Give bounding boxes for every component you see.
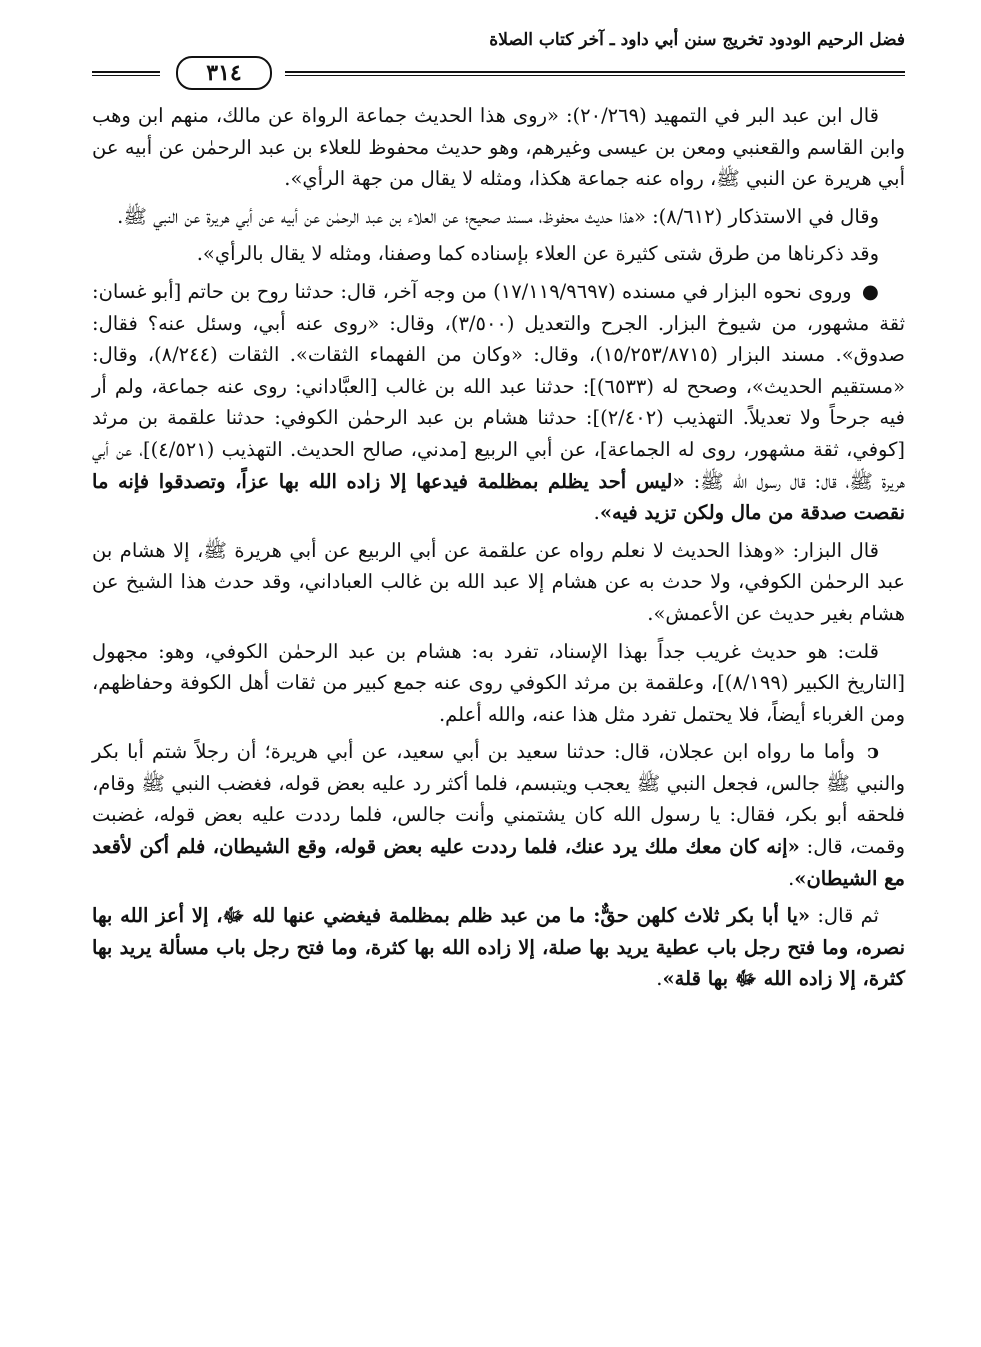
paragraph-text: قلت: هو حديث غريب جداً بهذا الإسناد، تفرد به: هشام بن عبد الرحمٰن الكوفي، وهو: مجهول [التاريخ الكبير (٨/١٩٩)]، وعلقمة بن مرثد الكوفي روى عنه جمع كبير من ثقات أهل الكوفة وحفاظهم، ومن الغرباء أيضاً، فلا يحتمل تفرد مثل هذا عنه، والله أعلم.	[92, 639, 906, 726]
hadith-text: «إنه كان معك ملك يرد عنك، فلما رددت عليه بعض قوله، وقع الشيطان، فلم أكن لأقعد مع الشيطان»	[92, 835, 905, 890]
paragraph	[92, 535, 905, 630]
paragraph-text: قال البزار: «وهذا الحديث لا نعلم رواه عن علقمة عن أبي الربيع عن أبي هريرة ﷺ، إلا هشام بن عبد الرحمٰن الكوفي، ولا حدث به عن هشام إلا عبد الله بن غالب العباداني، وقد حدث هذا الشيخ عن هشام بغير حديث عن الأعمش».	[92, 538, 905, 625]
paragraph	[92, 276, 905, 529]
paragraph-text: وأما ما رواه ابن عجلان، قال: حدثنا سعيد بن أبي سعيد، عن أبي هريرة؛ أن رجلاً شتم أبا بكر والنبي ﷺ جالس، فجعل النبي ﷺ يعجب ويتبسم، فلما أكثر رد عليه بعض قوله، فغضب النبي ﷺ وقام، فلحقه أبو بكر، فقال: يا رسول الله كان يشتمني وأنت جالس، فلما رددت عليه بعض قوله، غضبت وقمت، قال:	[92, 740, 905, 859]
hadith-text: «يا أبا بكر ثلاث كلهن حقٌّ: ما من عبد ظلم بمظلمة فيغضي عنها لله ﷻ، إلا أعز الله بها نصره، وما فتح رجل باب عطية يريد بها صلة، إلا زاده الله بها كثرة، وما فتح رجل باب مسألة يريد بها كثرة، إلا زاده الله ﷻ بها قلة»	[92, 904, 905, 991]
paragraph-text: وقال في الاستذكار (٨/٦١٢): «هذا حديث محفوظ، مسند صحيح؛ عن العلاء بن عبد الرحمٰن عن أبيه عن أبي هريرة عن النبي ﷺ.	[117, 204, 879, 228]
paragraph-text: وروى نحوه البزار في مسنده (١٧/١١٩/٩٦٩٧) من وجه آخر، قال: حدثنا روح بن حاتم [أبو غسان: ثقة مشهور، من شيوخ البزار. الجرح والتعديل (٣/٥٠٠)، وقال: «روى عنه أبي، وسئل عنه؟ فقال: صدوق». مسند البزار (١٥/٢٥٣/٨٧١٥)، وقال: «وكان من الفهماء الثقات». الثقات (٨/٢٤٤)، وقال: «مستقيم الحديث»، وصحح له (٦٥٣٣)]: حدثنا عبد الله بن غالب [العبَّاداني: روى عنه جماعة، ولم أر فيه جرحاً ولا تعديلاً. التهذيب (٢/٤٠٢)]: حدثنا هشام بن عبد الرحمٰن الكوفي: حدثنا علقمة بن مرثد [كوفي، ثقة مشهور، روى له الجماعة]، عن أبي الربيع [مدني، صالح الحديث. التهذيب (٤/٥٢١)]، عن أبي هريرة ﷺ، قال: قال رسول الله ﷺ:	[92, 279, 906, 493]
paragraph-text: .	[788, 866, 795, 890]
paragraph	[92, 100, 905, 195]
paragraph-text: .	[593, 501, 600, 525]
paragraph-text: قال ابن عبد البر في التمهيد (٢٠/٢٦٩): «روى هذا الحديث جماعة الرواة عن مالك، منهم ابن وهب وابن القاسم والقعنبي ومعن بن عيسى وغيرهم، وهو حديث محفوظ للعلاء بن عبد الرحمٰن عن أبيه عن أبي هريرة عن النبي ﷺ، رواه عنه جماعة هكذا، ومثله لا يقال من جهة الرأي».	[92, 104, 905, 191]
page-body	[92, 100, 905, 1001]
book-page	[92, 26, 905, 1326]
paragraph-text: وقد ذكرناها من طرق شتى كثيرة عن العلاء بإسناده كما وصفنا، ومثله لا يقال بالرأي».	[196, 242, 879, 266]
paragraph	[92, 900, 905, 995]
paragraph	[92, 636, 905, 731]
paragraph-text: ثم قال:	[810, 904, 879, 928]
running-title: فضل الرحيم الودود تخريج سنن أبي داود ـ آخر كتاب الصلاة	[489, 30, 905, 50]
paragraph	[92, 238, 905, 270]
hadith-text: «ليس أحد يظلم بمظلمة فيدعها إلا زاده الله بها عزاً، وتصدقوا فإنه ما نقصت صدقة من مال ولكن تزيد فيه»	[92, 469, 905, 525]
header-rule-left	[92, 71, 160, 76]
page-number: ٣١٤	[176, 56, 272, 90]
header-rule-right	[285, 71, 905, 76]
page-header	[92, 26, 905, 92]
paragraph	[92, 201, 905, 233]
paragraph	[92, 736, 905, 894]
paragraph-bullet: ↄ	[867, 740, 879, 764]
paragraph-text: .	[656, 967, 663, 991]
paragraph-bullet: ●	[861, 279, 880, 303]
